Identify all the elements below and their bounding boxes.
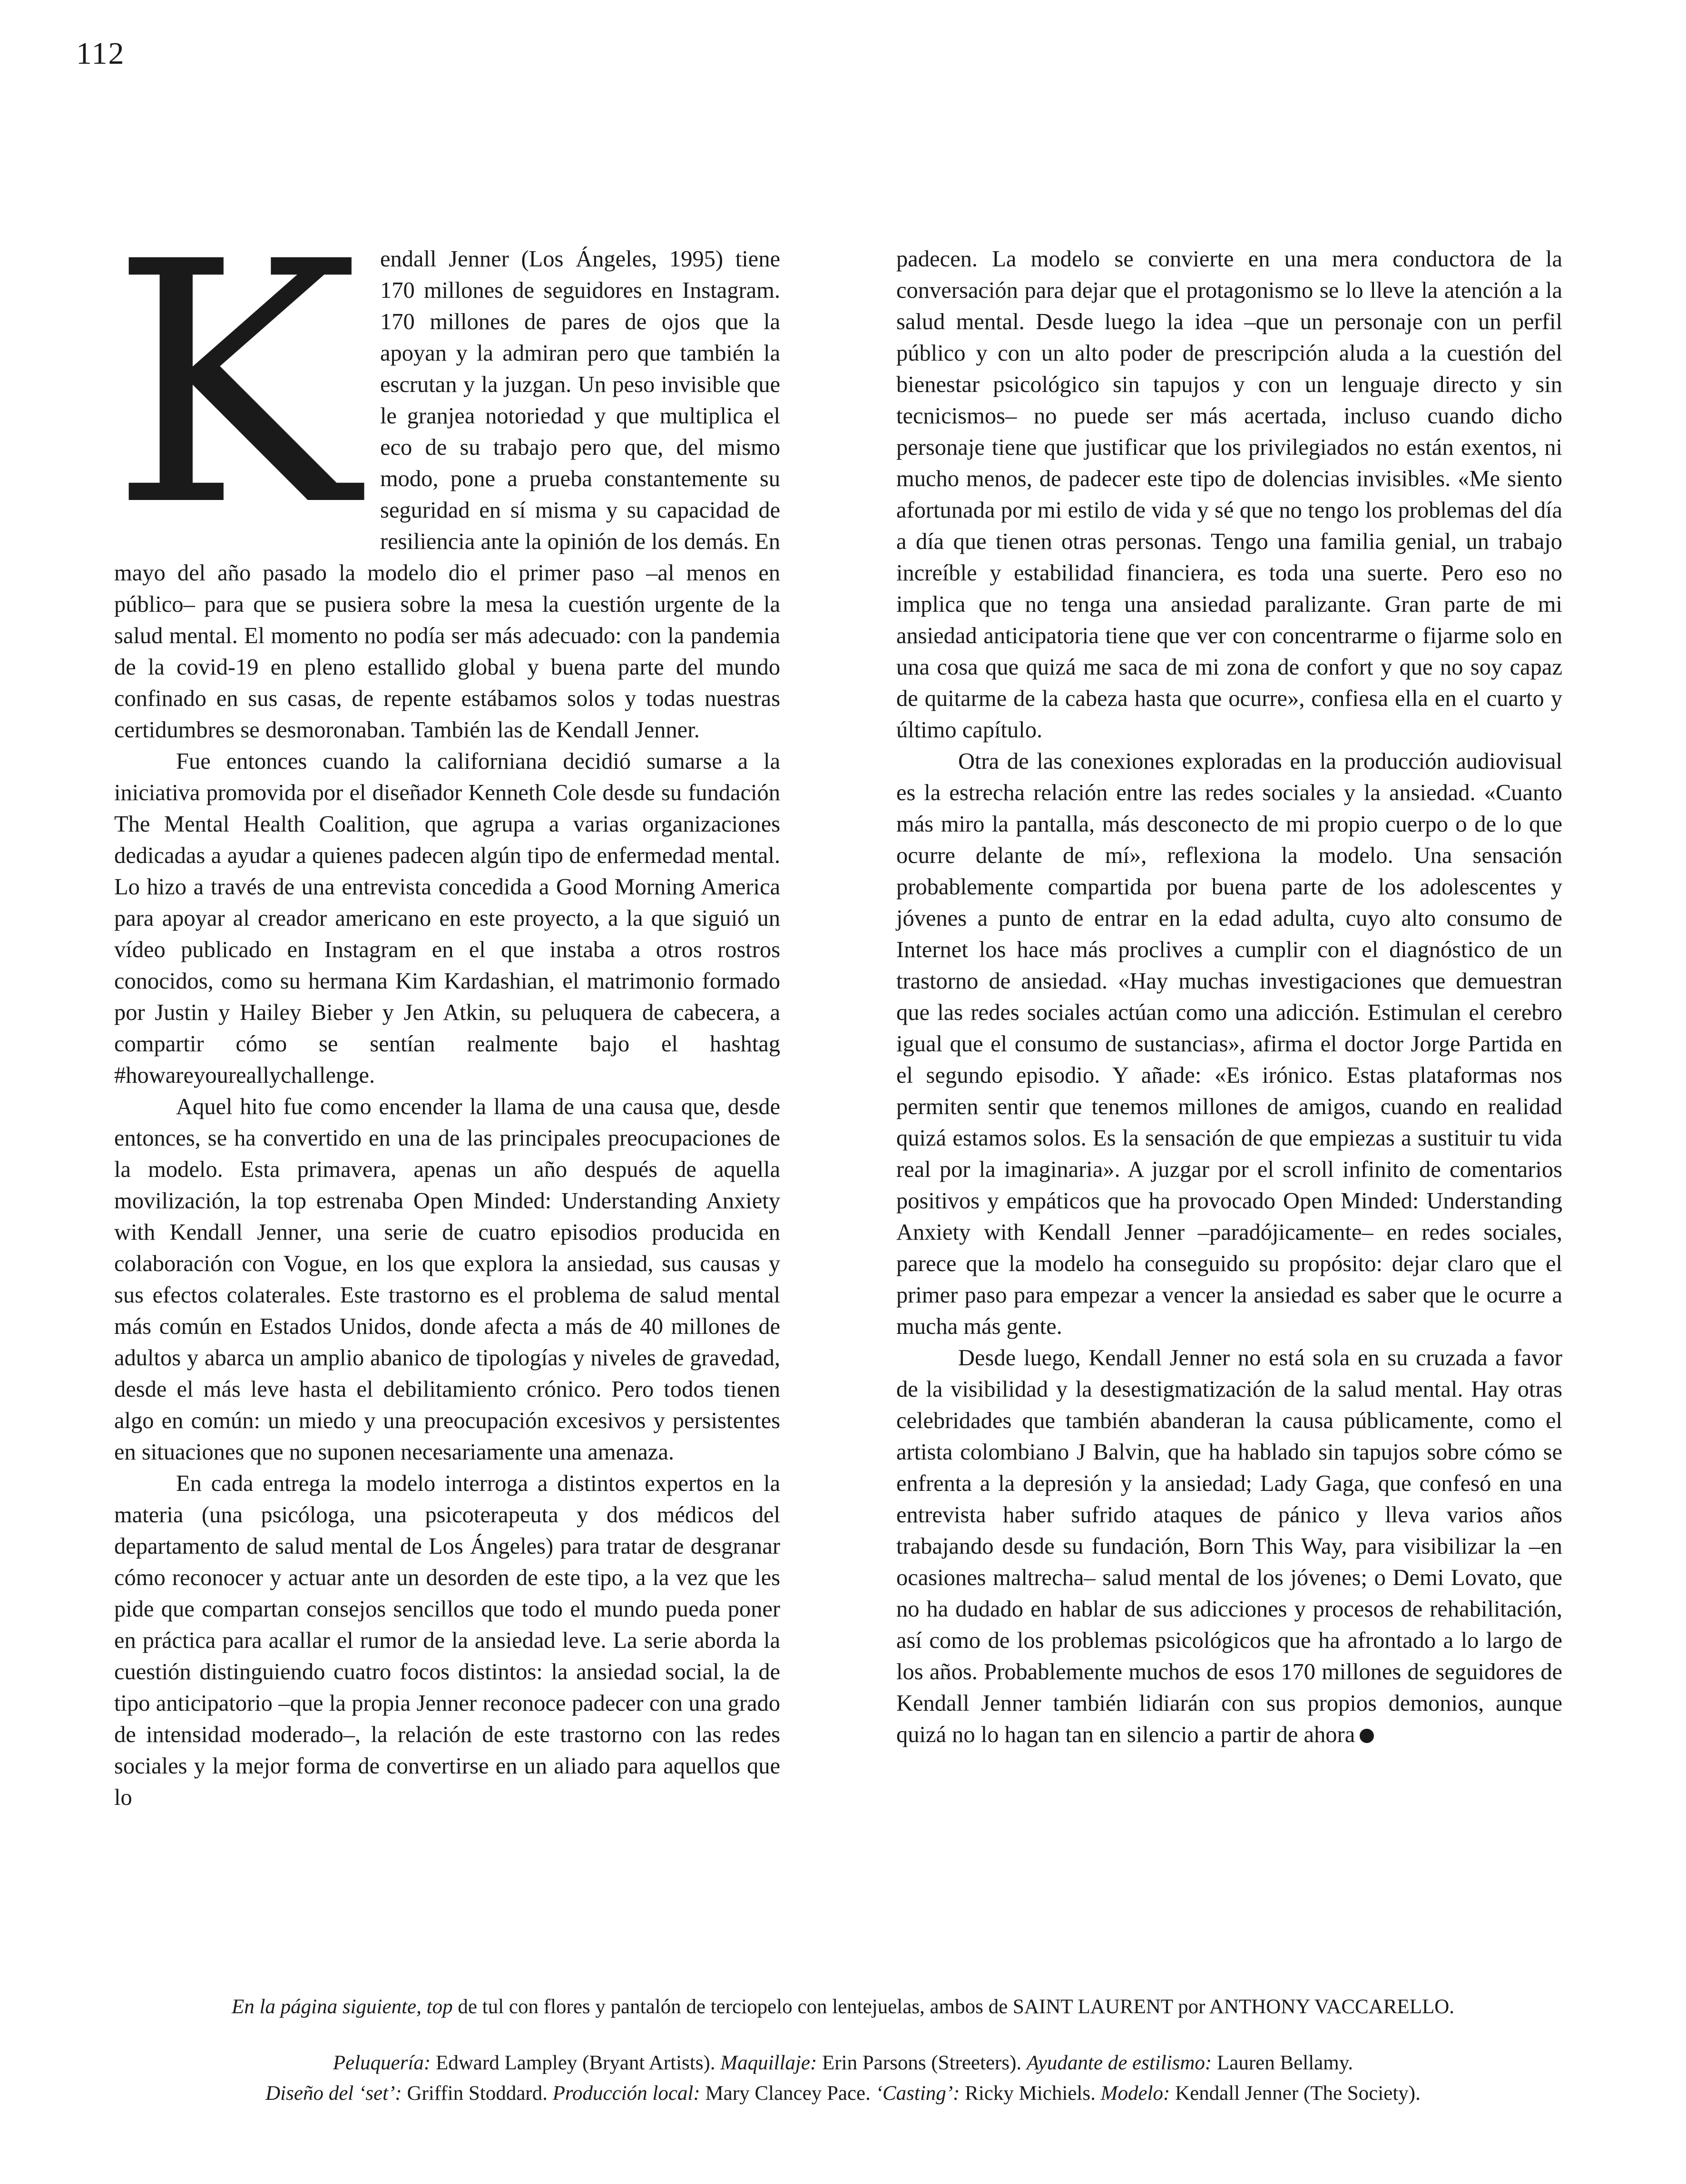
credit-name: Kendall Jenner (The Society). bbox=[1170, 2082, 1421, 2105]
article-paragraph bbox=[110, 191, 780, 746]
fashion-credit-text: de tul con flores y pantalón de terciopelo con lentejuelas, ambos de SAINT LAURENT por ANTHONY VACCARELLO. bbox=[452, 1996, 1455, 2018]
credits-line bbox=[76, 2078, 1610, 2109]
article-column-right bbox=[896, 244, 1562, 1751]
drop-cap: K bbox=[110, 191, 359, 579]
credit-name: Edward Lampley (Bryant Artists). bbox=[431, 2052, 721, 2074]
credit-role: ‘Casting’: bbox=[875, 2082, 960, 2105]
credit-name: Mary Clancey Pace. bbox=[700, 2082, 876, 2105]
credit-role: Ayudante de estilismo: bbox=[1026, 2052, 1212, 2074]
credit-name: Griffin Stoddard. bbox=[402, 2082, 553, 2105]
credit-role: Modelo: bbox=[1100, 2082, 1170, 2105]
end-bullet-icon bbox=[1360, 1729, 1374, 1743]
article-paragraph: Aquel hito fue como encender la llama de una causa que, desde entonces, se ha convertido en una de las principales preocupaciones de la modelo. Esta primavera, apenas un año después de aquella movilización, la top estrenaba Open Minded: Understanding Anxiety with Kendall Jenner, una serie de cuatro episodios producida en colaboración con Vogue, en los que explora la ansiedad, sus causas y sus efectos colaterales. Este trastorno es el problema de salud mental más común en Estados Unidos, donde afecta a más de 40 millones de adultos y abarca un amplio abanico de tipologías y niveles de gravedad, desde el más leve hasta el debilitamiento crónico. Pero todos tienen algo en común: un miedo y una preocupación excesivos y persistentes en situaciones que no suponen necesariamente una amenaza. bbox=[114, 1094, 780, 1465]
article-paragraph bbox=[896, 1342, 1562, 1751]
article-column-left bbox=[110, 191, 780, 1813]
credit-name: Erin Parsons (Streeters). bbox=[817, 2052, 1027, 2074]
credit-role: Maquillaje: bbox=[720, 2052, 817, 2074]
fashion-credit bbox=[76, 1993, 1610, 2021]
credit-role: Peluquería: bbox=[333, 2052, 431, 2074]
credit-name: Ricky Michiels. bbox=[960, 2082, 1101, 2105]
page-number: 112 bbox=[76, 36, 125, 71]
credit-name: Lauren Bellamy. bbox=[1212, 2052, 1353, 2074]
credit-role: Diseño del ‘set’: bbox=[265, 2082, 402, 2105]
credit-role: Producción local: bbox=[552, 2082, 700, 2105]
paragraph-text: endall Jenner (Los Ángeles, 1995) tiene 170 millones de seguidores en Instagram. 170 millones de pares de ojos que la apoyan y la admiran pero que también la escrutan y la juzgan. Un peso invisible que le granjea notoriedad y que multiplica el eco de su trabajo pero que, del mismo modo, pone a prueba constantemente su seguridad en sí misma y su capacidad de resiliencia ante la opinión de los demás. En mayo del año pasado la modelo dio el primer paso –al menos en público– para que se pusiera sobre la mesa la cuestión urgente de la salud mental. El momento no podía ser más adecuado: con la pandemia de la covid-19 en pleno estallido global y buena parte del mundo confinado en sus casas, de repente estábamos solos y todas nuestras certidumbres se desmoronaban. También las de Kendall Jenner. bbox=[114, 246, 780, 743]
article-paragraph: Otra de las conexiones exploradas en la producción audiovisual es la estrecha relación entre las redes sociales y la ansiedad. «Cuanto más miro la pantalla, más desconecto de mi propio cuerpo o de lo que ocurre delante de mí», reflexiona la modelo. Una sensación probablemente compartida por buena parte de los adolescentes y jóvenes a punto de entrar en la edad adulta, cuyo alto consumo de Internet los hace más proclives a cumplir con el diagnóstico de un trastorno de ansiedad. «Hay muchas investigaciones que demuestran que las redes sociales actúan como una adicción. Estimulan el cerebro igual que el consumo de sustancias», afirma el doctor Jorge Partida en el segundo episodio. Y añade: «Es irónico. Estas plataformas nos permiten sentir que tenemos millones de amigos, cuando en realidad quizá estamos solos. Es la sensación de que empiezas a sustituir tu vida real por la imaginaria». A juzgar por el scroll infinito de comentarios positivos y empáticos que ha provocado Open Minded: Understanding Anxiety with Kendall Jenner –paradójicamente– en redes sociales, parece que la modelo ha conseguido su propósito: dejar claro que el primer paso para empezar a vencer la ansiedad es saber que le ocurre a mucha más gente. bbox=[896, 749, 1562, 1339]
article-paragraph: En cada entrega la modelo interroga a distintos expertos en la materia (una psicóloga, una psicoterapeuta y dos médicos del departamento de salud mental de Los Ángeles) para tratar de desgranar cómo reconocer y actuar ante un desorden de este tipo, a la vez que les pide que compartan consejos sencillos que todo el mundo pueda poner en práctica para acallar el rumor de la ansiedad leve. La serie aborda la cuestión distinguiendo cuatro focos distintos: la ansiedad social, la de tipo anticipatorio –que la propia Jenner reconoce padecer con una grado de intensidad moderado–, la relación de este trastorno con las redes sociales y la mejor forma de convertirse en un aliado para aquellos que lo bbox=[114, 1471, 780, 1810]
article-paragraph: padecen. La modelo se convierte en una mera conductora de la conversación para dejar que el protagonismo se lo lleve la atención a la salud mental. Desde luego la idea –que un personaje con un perfil público y con un alto poder de prescripción aluda a la cuestión del bienestar psicológico sin tapujos y con un lenguaje directo y sin tecnicismos– no puede ser más acertada, incluso cuando dicho personaje tiene que justificar que los privilegiados no están exentos, ni mucho menos, de padecer este tipo de dolencias invisibles. «Me siento afortunada por mi estilo de vida y sé que no tengo los problemas del día a día que tienen otras personas. Tengo una familia genial, un trabajo increíble y estabilidad financiera, es toda una suerte. Pero eso no implica que no tenga una ansiedad paralizante. Gran parte de mi ansiedad anticipatoria tiene que ver con concentrarme o fijarme solo en una cosa que quizá me saca de mi zona de confort y que no soy capaz de quitarme de la cabeza hasta que ocurre», confiesa ella en el cuarto y último capítulo. bbox=[896, 246, 1562, 743]
paragraph-text: Desde luego, Kendall Jenner no está sola en su cruzada a favor de la visibilidad y la desestigmatización de la salud mental. Hay otras celebridades que también abanderan la causa públicamente, como el artista colombiano J Balvin, que ha hablado sin tapujos sobre cómo se enfrenta a la depresión y la ansiedad; Lady Gaga, que confesó en una entrevista haber sufrido ataques de pánico y lleva varios años trabajando desde su fundación, Born This Way, para visibilizar la –en ocasiones maltrecha– salud mental de los jóvenes; o Demi Lovato, que no ha dudado en hablar de sus adicciones y procesos de rehabilitación, así como de los problemas psicológicos que ha afrontado a lo largo de los años. Probablemente muchos de esos 170 millones de seguidores de Kendall Jenner también lidiarán con sus propios demonios, aunque quizá no lo hagan tan en silencio a partir de ahora bbox=[896, 1345, 1562, 1747]
credits-line bbox=[76, 2048, 1610, 2078]
article-paragraph: Fue entonces cuando la californiana decidió sumarse a la iniciativa promovida por el diseñador Kenneth Cole desde su fundación The Mental Health Coalition, que agrupa a varias organizaciones dedicadas a ayudar a quienes padecen algún tipo de enfermedad mental. Lo hizo a través de una entrevista concedida a Good Morning America para apoyar al creador americano en este proyecto, a la que siguió un vídeo publicado en Instagram en el que instaba a otros rostros conocidos, como su hermana Kim Kardashian, el matrimonio formado por Justin y Hailey Bieber y Jen Atkin, su peluquera de cabecera, a compartir cómo se sentían realmente bajo el hashtag #howareyoureallychallenge. bbox=[114, 749, 780, 1088]
production-credits bbox=[76, 2048, 1610, 2109]
fashion-credit-lead: En la página siguiente, top bbox=[231, 1996, 453, 2018]
